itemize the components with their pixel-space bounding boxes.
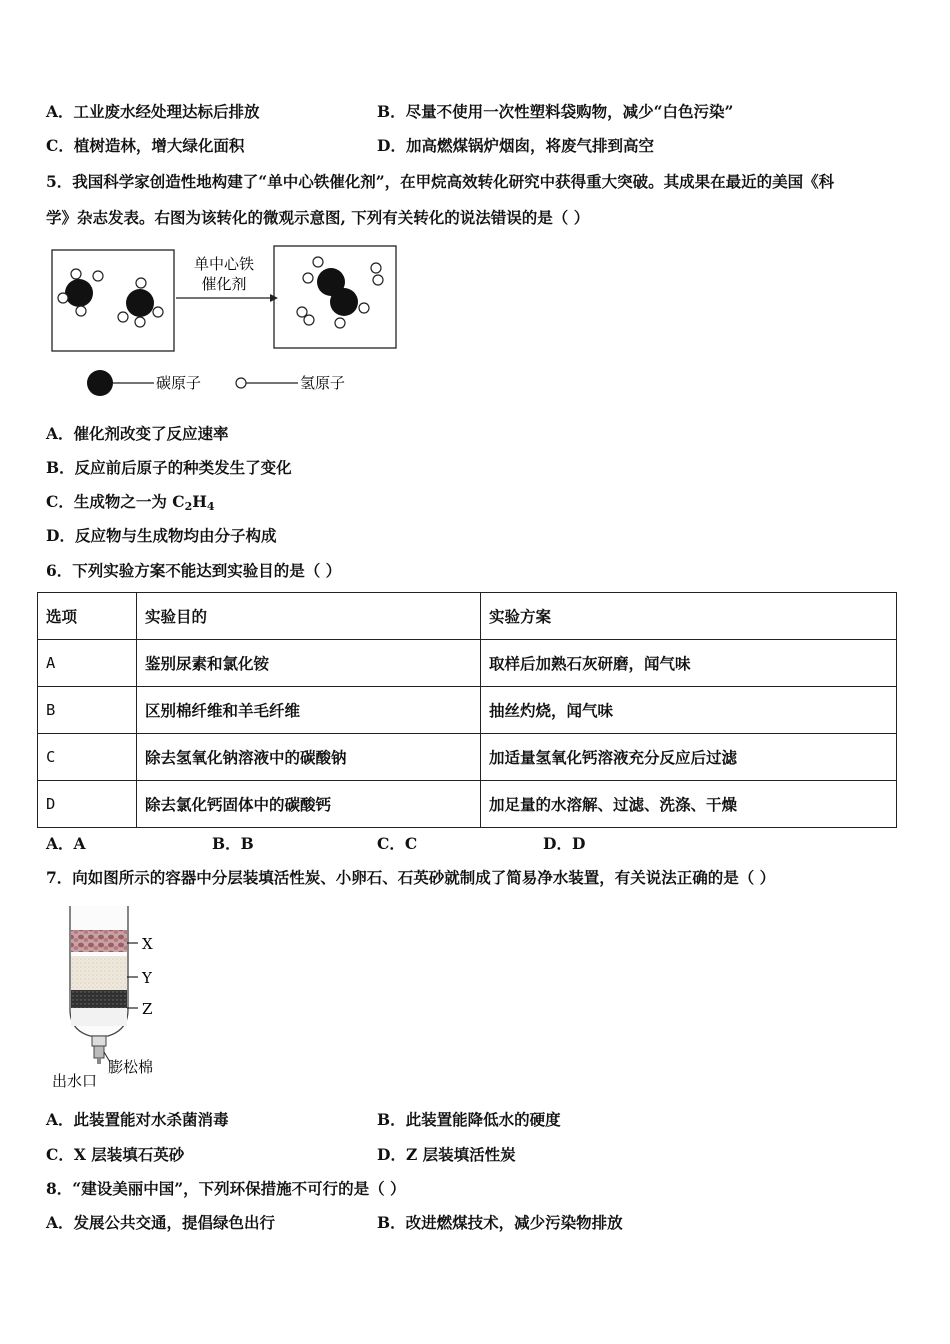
methane-molecule-2 <box>118 278 163 327</box>
row-c-method: 加适量氢氧化钙溶液充分反应后过滤 <box>481 734 897 781</box>
header-purpose: 实验目的 <box>137 593 481 640</box>
q5-stem-line1: 5．我国科学家创造性地构建了“单中心铁催化剂”，在甲烷高效转化研究中获得重大突破。其成果在最近的美国《科 <box>46 172 835 191</box>
q5-stem-line2: 学》杂志发表。右图为该转化的微观示意图, 下列有关转化的说法错误的是（ ） <box>46 208 590 227</box>
layer-x <box>71 930 127 952</box>
row-c-purpose: 除去氢氧化钠溶液中的碳酸钠 <box>137 734 481 781</box>
row-b-option: B <box>38 687 137 734</box>
row-c-option: C <box>38 734 137 781</box>
q6-stem: 6．下列实验方案不能达到实验目的是（ ） <box>46 561 342 580</box>
legend-carbon-icon <box>87 370 113 396</box>
row-d-option: D <box>38 781 137 828</box>
label-z: Z <box>142 1000 153 1018</box>
q7-option-a: A．此装置能对水杀菌消毒 <box>46 1110 229 1129</box>
table-header-row <box>38 593 897 640</box>
label-outlet: 出水口 <box>52 1072 98 1090</box>
layer-y <box>71 956 127 990</box>
q5-option-a: A．催化剂改变了反应速率 <box>46 424 229 443</box>
table-row <box>38 687 897 734</box>
header-method: 实验方案 <box>481 593 897 640</box>
q5-option-c: C．生成物之一为 $C_2H_4$ <box>46 492 215 513</box>
q4-option-a: A．工业废水经处理达标后排放 <box>46 102 260 121</box>
q4-option-b: B．尽量不使用一次性塑料袋购物，减少“白色污染” <box>377 102 734 121</box>
row-d-purpose: 除去氯化钙固体中的碳酸钙 <box>137 781 481 828</box>
legend-hydrogen-icon <box>236 378 246 388</box>
layer-z <box>71 990 127 1008</box>
row-b-purpose: 区别棉纤维和羊毛纤维 <box>137 687 481 734</box>
table-row <box>38 640 897 687</box>
legend-hydrogen-label: 氢原子 <box>300 374 346 392</box>
q5-reaction-diagram <box>48 240 408 400</box>
legend-carbon-label: 碳原子 <box>156 374 202 392</box>
q8-stem: 8．“建设美丽中国”，下列环保措施不可行的是（ ） <box>46 1179 406 1198</box>
header-option: 选项 <box>38 593 137 640</box>
q6-answer-b: B．B <box>212 834 254 853</box>
row-d-method: 加足量的水溶解、过滤、洗涤、干燥 <box>481 781 897 828</box>
row-a-option: A <box>38 640 137 687</box>
q7-option-c: C．X 层装填石英砂 <box>46 1145 185 1164</box>
q8-option-b: B．改进燃煤技术，减少污染物排放 <box>377 1213 623 1232</box>
q5-option-d: D．反应物与生成物均由分子构成 <box>46 526 277 545</box>
arrow-label-line1: 单中心铁 <box>193 255 255 273</box>
q6-answer-d: D．D <box>543 834 586 853</box>
q7-option-d: D．Z 层装填活性炭 <box>377 1145 516 1164</box>
water-filter-diagram <box>48 902 178 1094</box>
table-row <box>38 781 897 828</box>
label-y: Y <box>142 969 152 987</box>
q4-option-d: D．加高燃煤锅炉烟囱，将废气排到高空 <box>377 136 654 155</box>
label-cotton: 膨松棉 <box>108 1058 154 1076</box>
row-a-method: 取样后加熟石灰研磨，闻气味 <box>481 640 897 687</box>
q4-option-c: C．植树造林，增大绿化面积 <box>46 136 245 155</box>
q6-answer-a: A．A <box>46 834 86 853</box>
methane-molecule-1 <box>58 269 103 316</box>
q8-option-a: A．发展公共交通，提倡绿色出行 <box>46 1213 276 1232</box>
row-b-method: 抽丝灼烧，闻气味 <box>481 687 897 734</box>
table-row <box>38 734 897 781</box>
q7-stem: 7．向如图所示的容器中分层装填活性炭、小卵石、石英砂就制成了简易净水装置，有关说法正确的是（ ） <box>46 868 776 887</box>
q6-table <box>37 592 897 828</box>
q5-option-b: B．反应前后原子的种类发生了变化 <box>46 458 292 477</box>
label-x: X <box>142 935 153 953</box>
q6-answer-c: C．C <box>377 834 418 853</box>
row-a-purpose: 鉴别尿素和氯化铵 <box>137 640 481 687</box>
arrow-label-line2: 催化剂 <box>201 275 247 293</box>
q7-option-b: B．此装置能降低水的硬度 <box>377 1110 561 1129</box>
product-molecules <box>297 257 383 328</box>
